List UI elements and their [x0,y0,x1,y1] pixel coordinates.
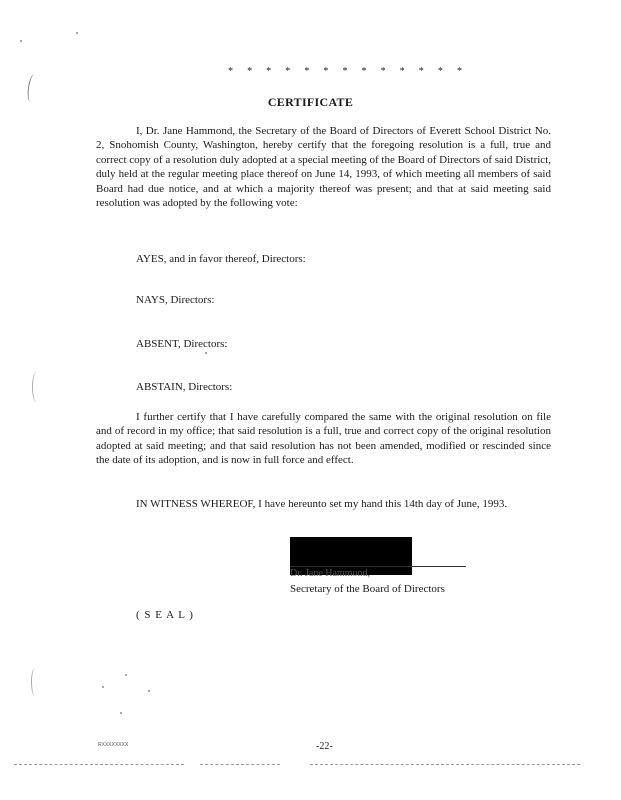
star-glyph: * [361,66,367,77]
scan-artifact [125,674,127,676]
scan-artifact [76,32,78,34]
further-certification-paragraph: I further certify that I have carefully compared the same with the original resolution on file and of record in my office; that said resolution is a full, true and correct copy of the original resolution adopted at said meeting; and that said resolution has not been amended, modified or rescinded since the date of its adoption, and is now in full force and effect. [96,411,551,467]
scan-artifact [31,668,39,696]
star-glyph: * [380,66,386,77]
page-number: -22- [316,741,333,752]
vote-absent: ABSENT, Directors: [136,338,228,350]
scan-artifact [20,40,22,42]
signatory-title: Secretary of the Board of Directors [290,583,445,595]
star-glyph: * [285,66,291,77]
certification-paragraph: I, Dr. Jane Hammond, the Secretary of the Board of Directors of Everett School District No. 2, Snohomish County, Washington, hereby certify that the foregoing resolution is a full, true and correct copy of a resolution duly adopted at a special meeting of the Board of Directors of said District, duly held at the regular meeting place thereof on June 14, 1993, of which meeting all members of said Board had due notice, and at which a majority thereof was present; and that at said meeting said resolution was adopted by the following vote: [96,125,551,210]
signature-line [290,566,466,567]
vote-ayes: AYES, and in favor thereof, Directors: [136,253,306,265]
scan-artifact [120,712,122,714]
scan-artifact [310,764,580,765]
scan-artifact [32,372,40,402]
star-glyph: * [228,66,233,77]
vote-nays: NAYS, Directors: [136,294,215,306]
scan-artifact [200,764,280,765]
scan-artifact [148,690,150,692]
star-glyph: * [323,66,329,77]
star-glyph: * [437,66,443,77]
star-glyph: * [418,66,424,77]
scan-artifact [205,352,207,354]
star-glyph: * [456,66,462,77]
star-glyph: * [342,66,348,77]
witness-paragraph: IN WITNESS WHEREOF, I have hereunto set my hand this 14th day of June, 1993. [136,498,508,510]
star-divider [228,66,462,77]
star-glyph: * [399,66,405,77]
seal-placeholder: ( S E A L ) [136,609,194,621]
star-glyph: * [304,66,310,77]
star-glyph: * [247,66,253,77]
scan-artifact [14,764,184,765]
scan-artifact [102,686,104,688]
document-id: RXXXXXXXX [98,742,129,748]
certificate-title: CERTIFICATE [267,95,354,109]
star-glyph: * [266,66,272,77]
signatory-name: Dr. Jane Hammond, [290,568,370,579]
vote-abstain: ABSTAIN, Directors: [136,381,233,393]
